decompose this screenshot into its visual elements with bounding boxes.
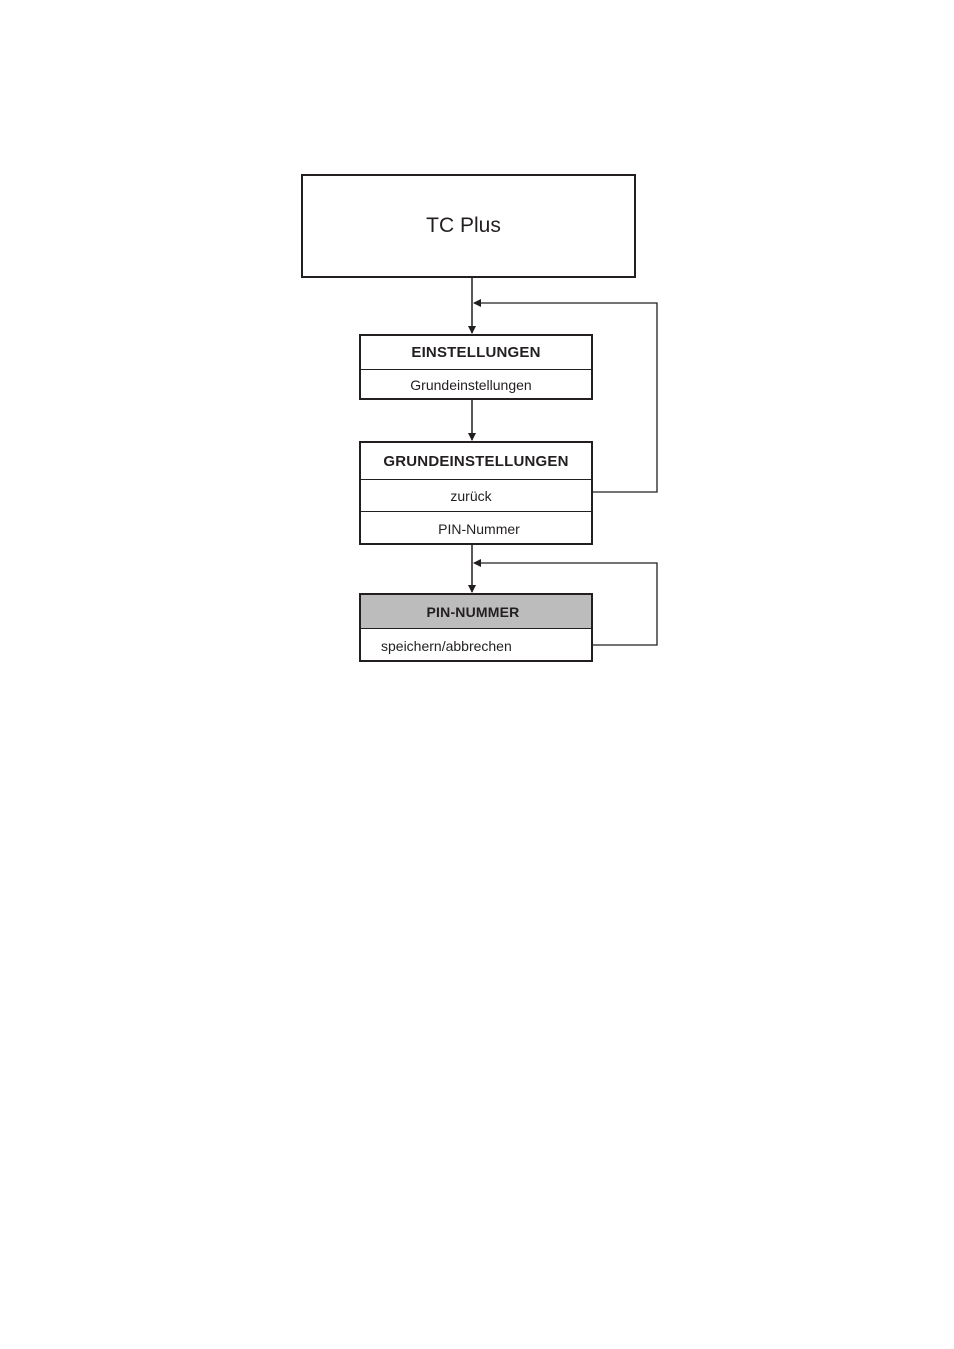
pin-nummer-title: PIN-NUMMER: [361, 595, 591, 628]
menu-item-pin-nummer[interactable]: PIN-Nummer: [361, 511, 591, 545]
menu-item-grundeinstellungen[interactable]: Grundeinstellungen: [361, 369, 591, 400]
tc-plus-box: [301, 174, 636, 278]
einstellungen-title: EINSTELLUNGEN: [411, 344, 541, 361]
pin-nummer-menu: [359, 593, 593, 662]
grundeinstellungen-menu: [359, 441, 593, 545]
menu-item-zurueck[interactable]: zurück: [361, 479, 591, 511]
menu-item-speichern-abbrechen[interactable]: speichern/abbrechen: [361, 628, 591, 662]
grundeinstellungen-title: GRUNDEINSTELLUNGEN: [383, 452, 569, 470]
einstellungen-menu: [359, 334, 593, 400]
tc-plus-label: TC Plus: [426, 214, 501, 237]
